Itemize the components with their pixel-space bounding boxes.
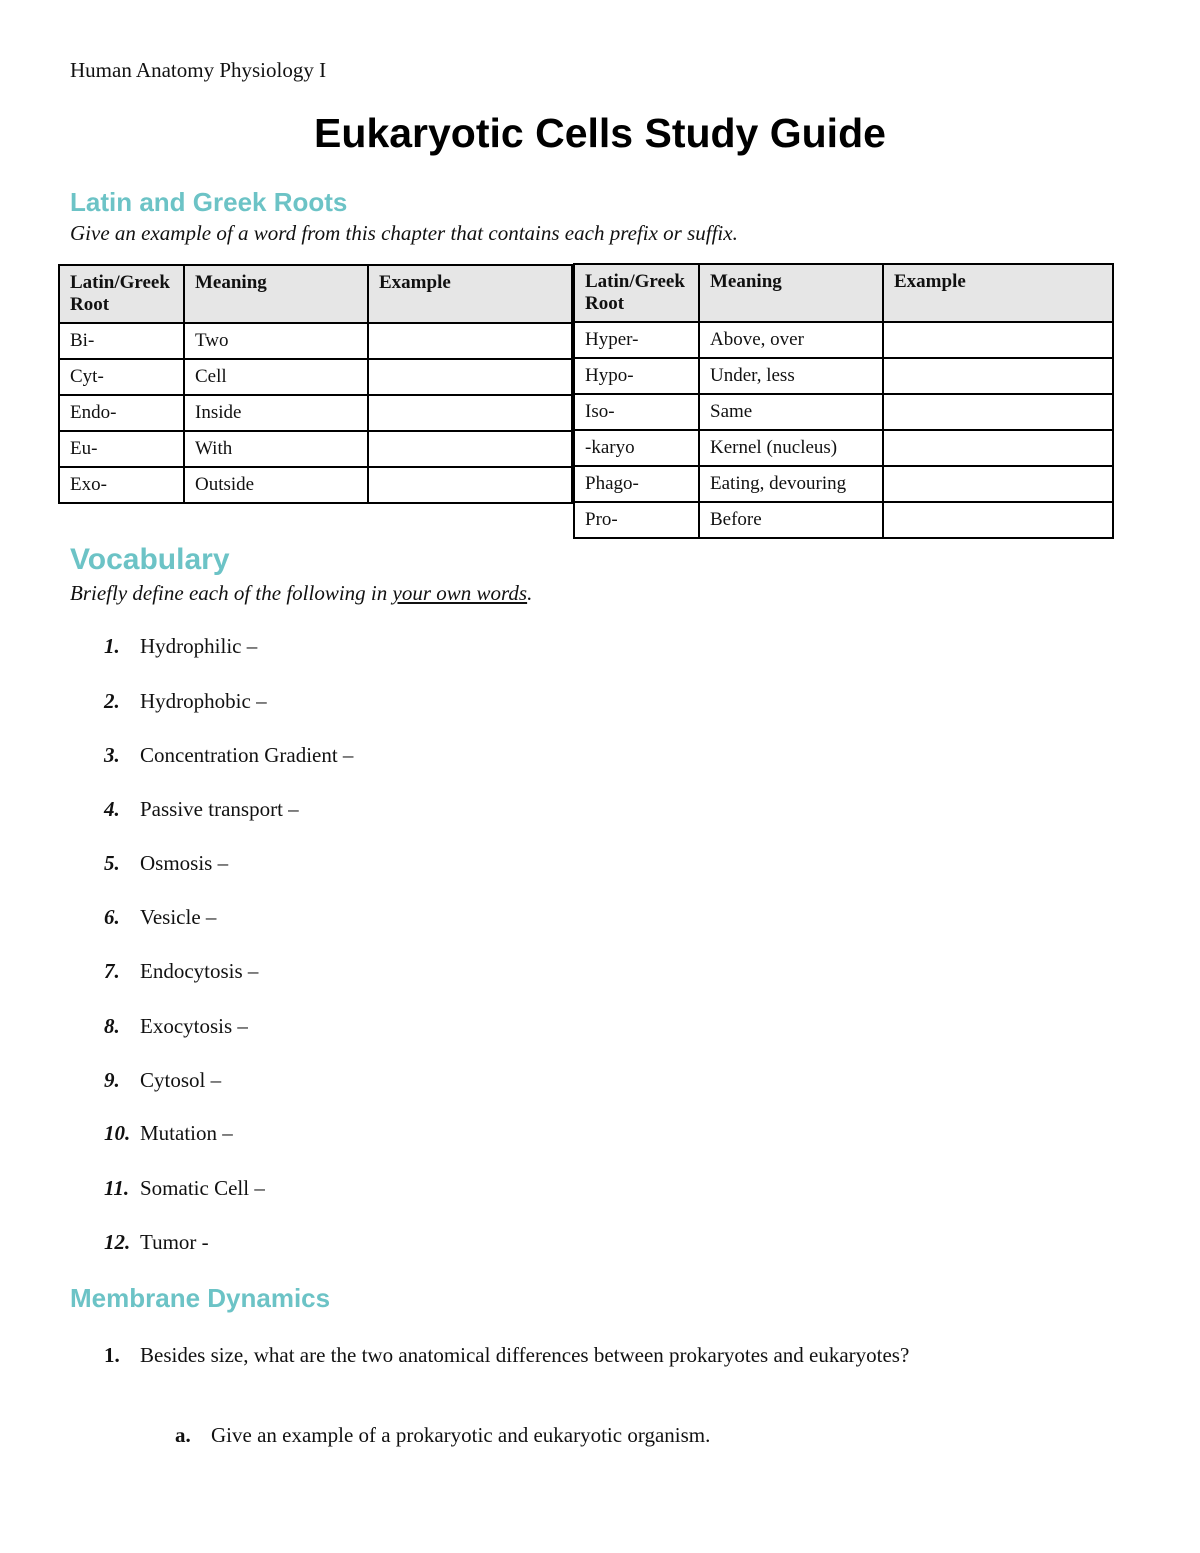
list-item [104, 905, 216, 930]
meaning-cell: Two [184, 323, 368, 359]
meaning-cell: With [184, 431, 368, 467]
table-row [59, 323, 572, 359]
root-cell: -karyo [574, 430, 699, 466]
item-number: 10. [104, 1121, 131, 1145]
example-cell[interactable] [368, 359, 572, 395]
question-item [104, 1343, 909, 1368]
col-header-example: Example [883, 264, 1113, 322]
example-cell[interactable] [883, 466, 1113, 502]
question-number: 1. [104, 1343, 120, 1367]
root-cell: Endo- [59, 395, 184, 431]
roots-table-left [58, 264, 573, 504]
table-row [574, 322, 1113, 358]
table-row [574, 502, 1113, 538]
example-cell[interactable] [883, 502, 1113, 538]
subquestion-text: Give an example of a prokaryotic and eukaryotic organism. [211, 1423, 711, 1447]
root-cell: Eu- [59, 431, 184, 467]
example-cell[interactable] [883, 430, 1113, 466]
root-cell: Hypo- [574, 358, 699, 394]
list-item [104, 743, 353, 768]
list-item [104, 689, 267, 714]
item-number: 3. [104, 743, 120, 767]
item-term: Cytosol – [140, 1068, 222, 1092]
roots-table-right [573, 263, 1114, 539]
list-item [104, 1068, 221, 1093]
item-number: 9. [104, 1068, 120, 1092]
item-number: 5. [104, 851, 120, 875]
subquestion-letter: a. [175, 1423, 191, 1447]
item-term: Tumor - [140, 1230, 209, 1254]
col-header-meaning: Meaning [699, 264, 883, 322]
table-row [574, 394, 1113, 430]
root-cell: Phago- [574, 466, 699, 502]
instruction-suffix: . [527, 581, 533, 605]
example-cell[interactable] [883, 322, 1113, 358]
item-term: Osmosis – [140, 851, 229, 875]
list-item [104, 1176, 265, 1201]
table-row [59, 395, 572, 431]
example-cell[interactable] [368, 323, 572, 359]
item-number: 12. [104, 1230, 131, 1254]
item-term: Vesicle – [140, 905, 217, 929]
item-number: 7. [104, 959, 120, 983]
item-number: 2. [104, 689, 120, 713]
item-term: Passive transport – [140, 797, 299, 821]
item-term: Endocytosis – [140, 959, 259, 983]
item-term: Hydrophilic – [140, 634, 258, 658]
col-header-example: Example [368, 265, 572, 323]
meaning-cell: Above, over [699, 322, 883, 358]
root-cell: Exo- [59, 467, 184, 503]
item-number: 11. [104, 1176, 130, 1200]
table-row [574, 358, 1113, 394]
membrane-heading: Membrane Dynamics [70, 1283, 331, 1313]
table-row [574, 430, 1113, 466]
list-item [104, 959, 258, 984]
item-number: 1. [104, 634, 120, 658]
item-term: Somatic Cell – [140, 1176, 265, 1200]
list-item [104, 851, 228, 876]
table-row [59, 467, 572, 503]
root-cell: Hyper- [574, 322, 699, 358]
subquestion-item [175, 1423, 710, 1448]
col-header-root: Latin/Greek Root [574, 264, 699, 322]
item-term: Exocytosis – [140, 1014, 248, 1038]
example-cell[interactable] [883, 394, 1113, 430]
list-item [104, 1230, 209, 1255]
item-term: Concentration Gradient – [140, 743, 354, 767]
instruction-emphasis: your own words [392, 581, 528, 605]
list-item [104, 797, 299, 822]
item-term: Mutation – [140, 1121, 233, 1145]
meaning-cell: Same [699, 394, 883, 430]
meaning-cell: Inside [184, 395, 368, 431]
roots-heading: Latin and Greek Roots [70, 187, 348, 217]
list-item [104, 634, 257, 659]
meaning-cell: Eating, devouring [699, 466, 883, 502]
root-cell: Bi- [59, 323, 184, 359]
root-cell: Iso- [574, 394, 699, 430]
example-cell[interactable] [368, 395, 572, 431]
list-item [104, 1014, 248, 1039]
table-row [59, 359, 572, 395]
vocabulary-instruction [70, 581, 532, 606]
root-cell: Pro- [574, 502, 699, 538]
col-header-meaning: Meaning [184, 265, 368, 323]
table-header-row [59, 265, 572, 323]
table-row [574, 466, 1113, 502]
example-cell[interactable] [368, 467, 572, 503]
meaning-cell: Under, less [699, 358, 883, 394]
vocabulary-heading: Vocabulary [70, 543, 230, 576]
item-term: Hydrophobic – [140, 689, 267, 713]
course-name: Human Anatomy Physiology I [70, 58, 327, 82]
meaning-cell: Outside [184, 467, 368, 503]
example-cell[interactable] [368, 431, 572, 467]
question-text: Besides size, what are the two anatomical differences between prokaryotes and eukaryotes? [140, 1343, 910, 1367]
example-cell[interactable] [883, 358, 1113, 394]
item-number: 4. [104, 797, 120, 821]
col-header-root: Latin/Greek Root [59, 265, 184, 323]
item-number: 8. [104, 1014, 120, 1038]
meaning-cell: Cell [184, 359, 368, 395]
roots-instruction: Give an example of a word from this chapter that contains each prefix or suffix. [70, 221, 738, 245]
list-item [104, 1121, 233, 1146]
table-row [59, 431, 572, 467]
meaning-cell: Before [699, 502, 883, 538]
item-number: 6. [104, 905, 120, 929]
table-header-row [574, 264, 1113, 322]
page-title: Eukaryotic Cells Study Guide [314, 110, 886, 156]
instruction-prefix: Briefly define each of the following in [70, 581, 393, 605]
meaning-cell: Kernel (nucleus) [699, 430, 883, 466]
root-cell: Cyt- [59, 359, 184, 395]
